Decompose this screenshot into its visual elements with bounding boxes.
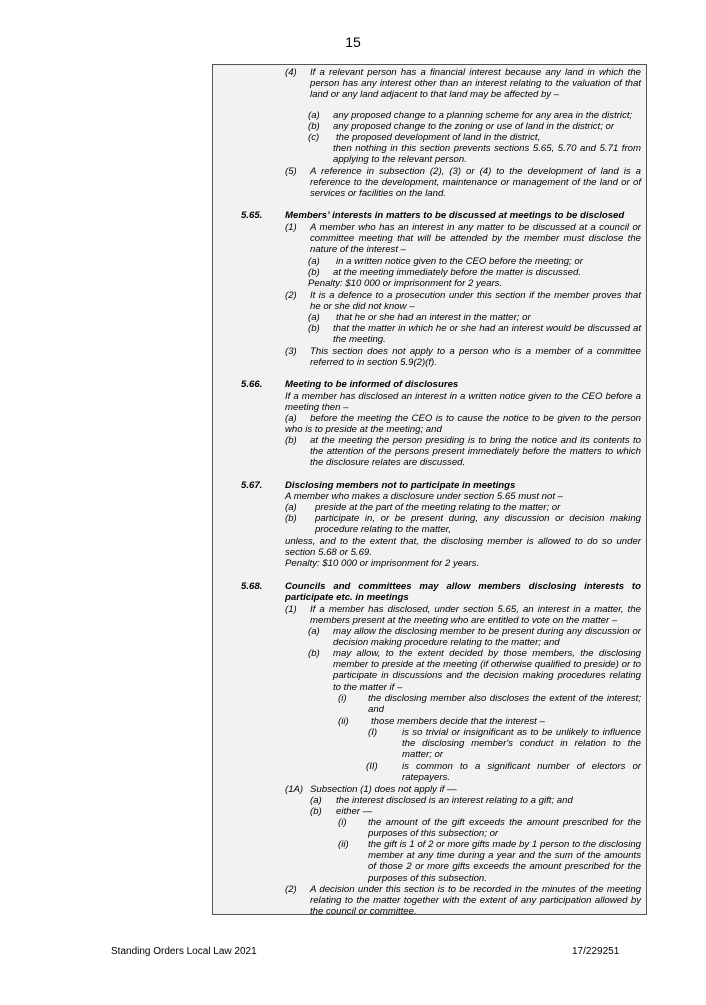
s565-p2b-num: (b) <box>308 323 320 334</box>
s565-a-num: (a) <box>308 256 320 267</box>
s568-b-text: may allow, to the extent decided by those members, the disclosing member to preside at the meeting (if otherwise qualified to preside) or to participate in discussions and the decision making procedures relating to the matter if – <box>333 648 641 693</box>
s568-p2-num: (2) <box>285 884 297 895</box>
s568-num: 5.68. <box>241 581 263 592</box>
s568-p1a-ii-num: (ii) <box>338 839 349 850</box>
s568-p1a-i-num: (i) <box>338 817 347 828</box>
s566-b-num: (b) <box>285 435 297 446</box>
s568-a-text: may allow the disclosing member to be present during any discussion or decision making procedure relating to the matter; and <box>333 626 641 649</box>
s5-num: (5) <box>285 166 297 177</box>
s568-title: Councils and committees may allow members disclosing interests to participate etc. in meetings <box>285 581 641 604</box>
s4-b-num: (b) <box>308 121 320 132</box>
s568-p1a-b-text: either — <box>336 806 373 817</box>
s565-b-num: (b) <box>308 267 320 278</box>
s567-num: 5.67. <box>241 480 263 491</box>
s568-a-num: (a) <box>308 626 320 637</box>
s4-num: (4) <box>285 67 297 78</box>
page-number: 15 <box>345 34 361 50</box>
s568-p1-num: (1) <box>285 604 297 615</box>
footer-title: Standing Orders Local Law 2021 <box>111 946 257 957</box>
s565-p2b-text: that the matter in which he or she had an interest would be discussed at the meeting. <box>333 323 641 346</box>
s565-penalty: Penalty: $10 000 or imprisonment for 2 years. <box>308 278 503 289</box>
s4-text: If a relevant person has a financial interest because any land in which the person has any interest other than an interest relating to the valuation of that land or any land adjacent to that land may be affected by – <box>310 67 641 101</box>
s4-then-text: then nothing in this section prevents sections 5.65, 5.70 and 5.71 from applying to the relevant person. <box>333 143 641 166</box>
s568-b-num: (b) <box>308 648 320 659</box>
s4-c-num: (c) <box>308 132 320 143</box>
s565-p3-num: (3) <box>285 346 297 357</box>
s568-p1a-text: Subsection (1) does not apply if — <box>310 784 457 795</box>
s568-p1a-i-text: the amount of the gift exceeds the amount prescribed for the purposes of this subsection; or <box>368 817 641 840</box>
s565-p3-text: This section does not apply to a person who is a member of a committee referred to in section 5.9(2)(f). <box>310 346 641 369</box>
s567-title: Disclosing members not to participate in meetings <box>285 480 516 491</box>
s5-text: A reference in subsection (2), (3) or (4) to the development of land is a reference to the development, maintenance or management of the land or of services or facilities on the land. <box>310 166 641 200</box>
s565-p2-text: It is a defence to a prosecution under this section if the member proves that he or she did not know – <box>310 290 641 313</box>
s568-ii-text: those members decide that the interest – <box>371 716 545 727</box>
s568-p1a-a-text: the interest disclosed is an interest relating to a gift; and <box>336 795 573 806</box>
s565-p2a-num: (a) <box>308 312 320 323</box>
s565-p2-num: (2) <box>285 290 297 301</box>
s566-title: Meeting to be informed of disclosures <box>285 379 459 390</box>
s565-p1-text: A member who has an interest in any matter to be discussed at a council or committee meeting that will be attended by the member must disclose the nature of the interest – <box>310 222 641 256</box>
s568-p1a-ii-text: the gift is 1 of 2 or more gifts made by 1 person to the disclosing member at any time during a year and the sum of the amounts of those 2 or more gifts exceeds the amount prescribed for the purposes of this subsection. <box>368 839 641 884</box>
s566-b-text: at the meeting the person presiding is to bring the notice and its contents to the attention of the persons present immediately before the matters to which the disclosure relates are discussed. <box>310 435 641 469</box>
s565-p1-num: (1) <box>285 222 297 233</box>
s4-c-text: the proposed development of land in the district, <box>336 132 541 143</box>
s568-I-num: (I) <box>368 727 378 738</box>
s4-a-text: any proposed change to a planning scheme for any area in the district; <box>333 110 633 121</box>
s568-I-text: is so trivial or insignificant as to be unlikely to influence the disclosing member's conduct in relation to the matter; or <box>402 727 641 761</box>
s567-a-num: (a) <box>285 502 297 513</box>
s568-p1a-num: (1A) <box>285 784 304 795</box>
s568-II-num: (II) <box>366 761 378 772</box>
s566-intro: If a member has disclosed an interest in a written notice given to the CEO before a meeting then – <box>285 391 641 414</box>
s565-p2a-text: that he or she had an interest in the matter; or <box>336 312 531 323</box>
s568-p1a-b-num: (b) <box>310 806 322 817</box>
s565-title: Members’ interests in matters to be discussed at meetings to be disclosed <box>285 210 625 221</box>
s568-p1a-a-num: (a) <box>310 795 322 806</box>
s567-b-num: (b) <box>285 513 297 524</box>
s568-i-num: (i) <box>338 693 347 704</box>
s565-b-text: at the meeting immediately before the matter is discussed. <box>333 267 581 278</box>
s568-II-text: is common to a significant number of electors or ratepayers. <box>402 761 641 784</box>
s4-b-text: any proposed change to the zoning or use of land in the district; or <box>333 121 615 132</box>
s567-b-text: participate in, or be present during, any discussion or decision making procedure relating to the matter, <box>315 513 641 536</box>
s567-a-text: preside at the part of the meeting relating to the matter; or <box>315 502 561 513</box>
s567-unless: unless, and to the extent that, the disclosing member is allowed to do so under section 5.68 or 5.69. <box>285 536 641 559</box>
s568-ii-num: (ii) <box>338 716 349 727</box>
s568-i-text: the disclosing member also discloses the extent of the interest; and <box>368 693 641 716</box>
s4-a-num: (a) <box>308 110 320 121</box>
s568-p1-text: If a member has disclosed, under section 5.65, an interest in a matter, the members present at the meeting who are entitled to vote on the matter – <box>310 604 641 627</box>
s567-intro: A member who makes a disclosure under section 5.65 must not – <box>285 491 563 502</box>
s568-p2-text: A decision under this section is to be recorded in the minutes of the meeting relating to the matter together with the extent of any participation allowed by the council or committee. <box>310 884 641 918</box>
s566-num: 5.66. <box>241 379 263 390</box>
s565-a-text: in a written notice given to the CEO before the meeting; or <box>336 256 583 267</box>
s566-a-text: (a) before the meeting the CEO is to cause the notice to be given to the person who is to preside at the meeting; and <box>285 413 641 436</box>
footer-reference: 17/229251 <box>572 946 620 957</box>
s565-num: 5.65. <box>241 210 263 221</box>
s567-penalty: Penalty: $10 000 or imprisonment for 2 years. <box>285 558 480 569</box>
